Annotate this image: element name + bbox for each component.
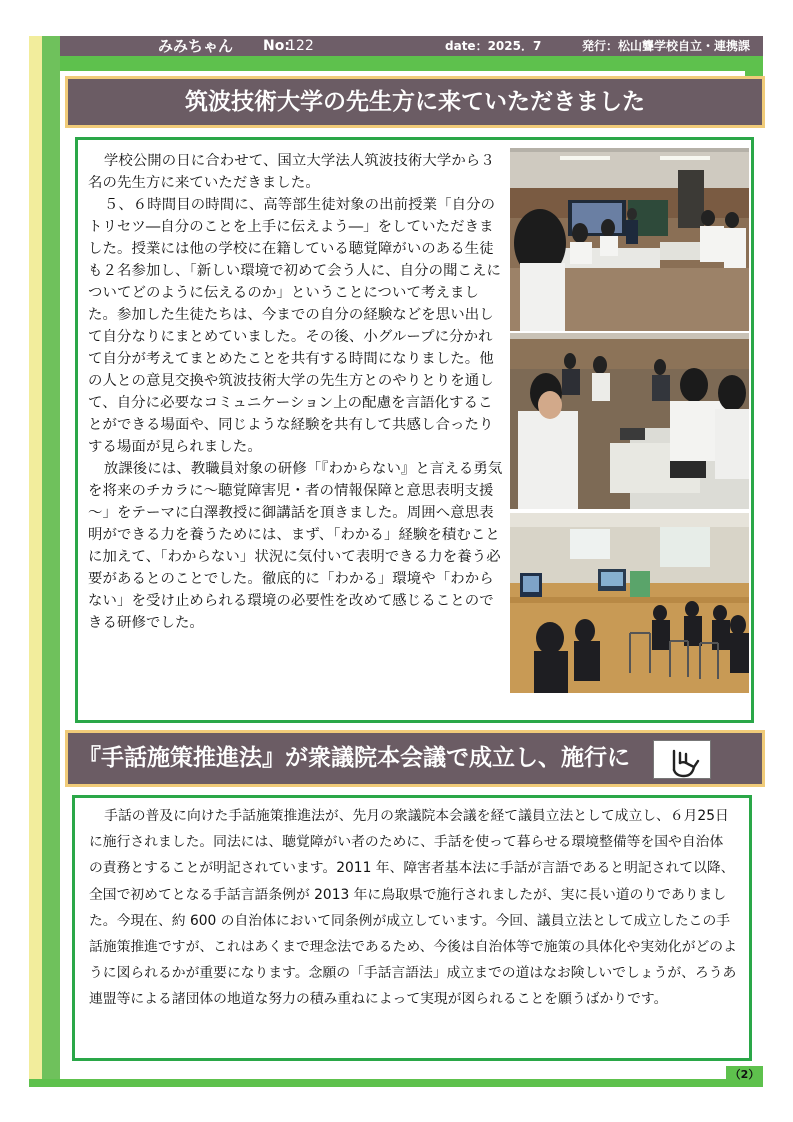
section2-content-box <box>72 795 752 1061</box>
issue-date: date：2025．7 <box>445 39 542 53</box>
section1-paragraph-3: 放課後には、教職員対象の研修「『わからない』と言える勇気を将来のチカラに～聴覚障害児・者の情報保障と意思表明支援～」をテーマに白澤教授に御講話を頂きました。周囲へ意思表明ができる力を養うためには、まず、「わかる」経験を積むことに加えて、「わからない」状況に気付いて表明できる力を養う必要があるとのことでした。徹底的に「わかる」環境や「わからない」を受け止められる環境の必要性を改めて感じることのできる研修でした。 <box>88 461 503 631</box>
publisher: 発行：松山聾学校自立・連携課 <box>582 39 751 53</box>
section2-paragraph-1: 手話の普及に向けた手話施策推進法が、先月の衆議院本会議を経て議員立法として成立し、６月25日に施行されました。同法には、聴覚障がい者のために、手話を使って暮らせる環境整備等を国や自治体の責務とすることが明記されています。2011 年、障害者基本法に手話が言語であると明記されて以降、全国で初めてとなる手話言語条例が 2013 年に鳥取県で施行されましたが、実に長い道のりでありました。今現在、約 600 の自治体において同条例が成立しています。今回、議員立法として成立したこの手話施策推進ですが、これはあくまで理念法であるため、今後は自治体等で施策の具体化や実効化がどのように図られるかが重要になります。念願の「手話言語法」成立までの道はなお険しいでしょうが、ろうあ連盟等による諸団体の地道な努力の積み重ねによって実現が図られることを願うばかりです。 <box>89 808 737 1008</box>
section1-title: 筑波技術大学の先生方に来ていただきました <box>185 89 645 115</box>
photo-staff-training <box>510 513 749 693</box>
newsletter-name: みみちゃん <box>158 37 234 55</box>
sign-language-hand-icon <box>653 740 711 779</box>
page-number: （2） <box>726 1066 763 1083</box>
section2-article <box>89 803 737 1013</box>
newsletter-header <box>60 36 763 56</box>
left-green-stripe <box>42 36 60 1086</box>
issue-number-label <box>263 36 290 56</box>
section2-title: 『手話施策推進法』が衆議院本会議で成立し、施行に <box>78 745 630 771</box>
section1-paragraph-1: 学校公開の日に合わせて、国立大学法人筑波技術大学から３名の先生方に来ていただきました。 <box>88 153 495 191</box>
section1-title-bar <box>65 76 765 128</box>
photo-group-discussion <box>510 333 749 509</box>
section2-title-bar <box>65 730 765 787</box>
header-green-band <box>60 56 763 71</box>
section1-content-box <box>75 137 754 723</box>
section1-article <box>88 150 503 634</box>
footer-green-line <box>29 1079 763 1087</box>
section1-paragraph-2: ５、６時間目の時間に、高等部生徒対象の出前授業「自分のトリセツ―自分のことを上手に伝えよう―」をしていただきました。授業には他の学校に在籍している聴覚障がいのある生徒も２名参加し、「新しい環境で初めて会う人に、自分の聞こえについてどのように伝えるのか」ということについて考えました。参加した生徒たちは、今までの自分の経験などを思い出して自分なりにまとめていました。その後、小グループに分かれて自分が考えてまとめたことを共有する時間になりました。他の人との意見交換や筑波技術大学の先生方とのやりとりを通して、自分に必要なコミュニケーション上の配慮を言語化することができる場面や、同じような経験を共有して共感し合ったりする場面が見られました。 <box>88 197 502 455</box>
issue-label: No: <box>263 38 290 54</box>
issue-number: 122 <box>287 38 314 54</box>
left-yellow-stripe <box>29 36 42 1086</box>
photo-classroom-lesson <box>510 148 749 331</box>
